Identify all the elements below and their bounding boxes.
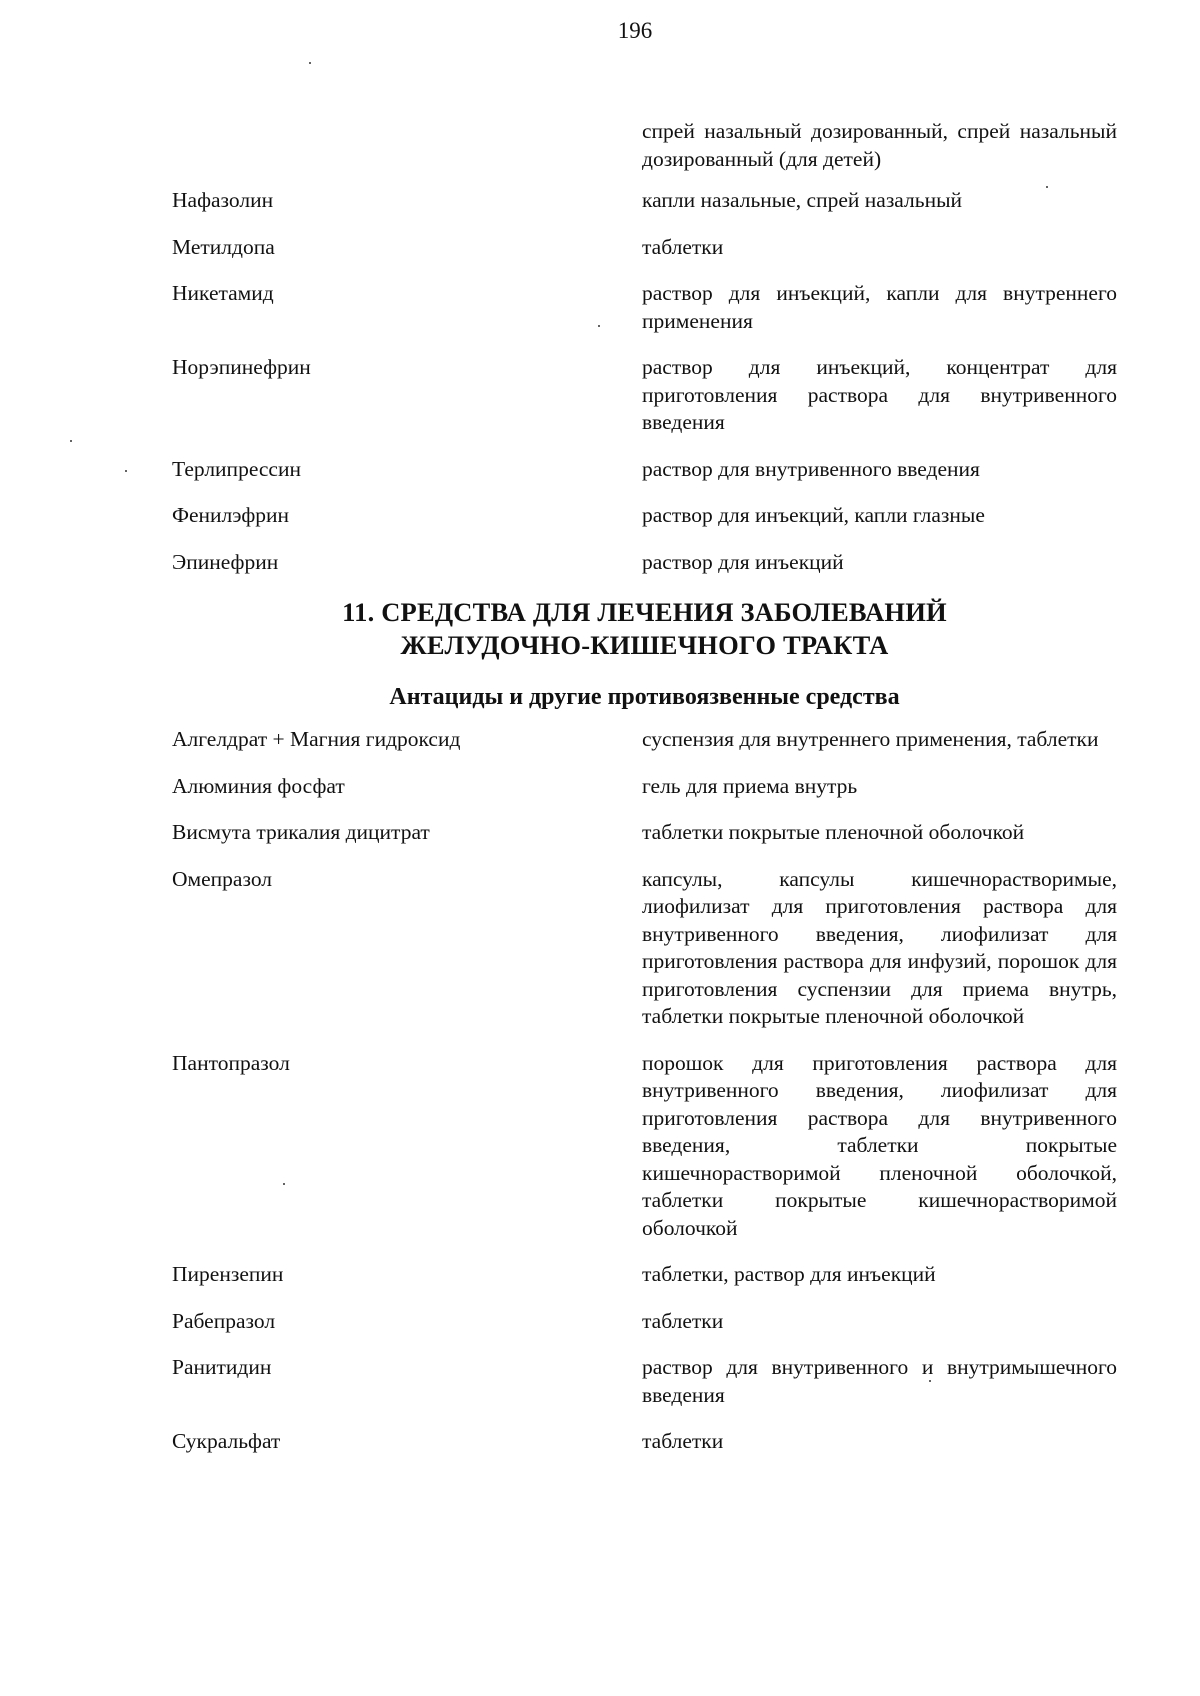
dosage-form: раствор для внутривенного и внутримышечного введения <box>642 1355 1117 1407</box>
table-row <box>172 549 1117 577</box>
drug-name: Ранитидин <box>172 1355 272 1379</box>
drug-name: Висмута трикалия дицитрат <box>172 820 430 844</box>
drug-name: Омепразол <box>172 866 273 891</box>
drug-name: Фенилэфрин <box>172 503 290 527</box>
drug-list-top <box>172 118 1117 576</box>
table-row <box>172 234 1117 262</box>
table-row <box>172 280 1117 335</box>
scan-speck <box>125 470 127 472</box>
scan-speck <box>1046 186 1048 188</box>
drug-name: Пантопразол <box>172 1050 290 1075</box>
dosage-form: раствор для инъекций, концентрат для приготовления раствора для внутривенного введения <box>642 355 1117 434</box>
scan-speck <box>598 325 600 327</box>
drug-name: Сукральфат <box>172 1429 281 1453</box>
page-number: 196 <box>617 18 653 43</box>
drug-name: Метилдопа <box>172 234 275 259</box>
table-row <box>172 1308 1117 1336</box>
drug-name: Норэпинефрин <box>172 355 311 379</box>
scan-speck <box>929 1380 931 1382</box>
table-row <box>172 1428 1117 1456</box>
table-row <box>172 456 1117 484</box>
table-row <box>172 502 1117 530</box>
dosage-form: таблетки, раствор для инъекций <box>642 1262 936 1286</box>
table-row <box>172 187 1117 215</box>
drug-name: Пирензепин <box>172 1262 284 1286</box>
dosage-form: таблетки покрытые пленочной оболочкой <box>642 820 1025 844</box>
table-row <box>172 726 1117 754</box>
drug-name: Терлипрессин <box>172 456 301 481</box>
dosage-form: таблетки <box>642 234 724 259</box>
scan-speck <box>309 62 311 64</box>
scan-speck <box>283 1183 285 1185</box>
dosage-form: гель для приема внутрь <box>642 773 858 798</box>
drug-name <box>172 118 642 173</box>
dosage-form: капли назальные, спрей назальный <box>642 188 963 212</box>
drug-name: Рабепразол <box>172 1308 276 1333</box>
table-row <box>172 773 1117 801</box>
dosage-form: раствор для инъекций, капли для внутреннего применения <box>642 281 1117 333</box>
table-row <box>172 819 1117 847</box>
drug-name: Алюминия фосфат <box>172 773 345 798</box>
dosage-form: раствор для инъекций, капли глазные <box>642 503 985 527</box>
dosage-form: таблетки <box>642 1308 724 1333</box>
table-row <box>172 1354 1117 1409</box>
document-body <box>172 118 1117 1475</box>
dosage-form: спрей назальный дозированный, спрей назальный дозированный (для детей) <box>642 119 1117 171</box>
dosage-form: таблетки <box>642 1429 724 1453</box>
scan-speck <box>70 440 72 442</box>
dosage-form: суспензия для внутреннего применения, таблетки <box>642 727 1099 751</box>
drug-name: Алгелдрат + Магния гидроксид <box>172 727 461 751</box>
dosage-form: раствор для инъекций <box>642 549 844 574</box>
section-title-line: 11. СРЕДСТВА ДЛЯ ЛЕЧЕНИЯ ЗАБОЛЕВАНИЙ <box>342 597 947 627</box>
table-row <box>172 1261 1117 1289</box>
drug-list-bottom <box>172 726 1117 1456</box>
table-row <box>172 354 1117 437</box>
table-row <box>172 1050 1117 1243</box>
section-title-line: ЖЕЛУДОЧНО-КИШЕЧНОГО ТРАКТА <box>400 630 889 660</box>
drug-name: Никетамид <box>172 281 274 305</box>
section-title <box>172 596 1117 662</box>
dosage-form: порошок для приготовления раствора для внутривенного введения, лиофилизат для приготовления раствора для внутривенного введения, таблетки покрытые кишечнорастворимой пленочной оболочкой, таблетки покрытые кишечнорастворимой оболочкой <box>642 1050 1117 1240</box>
table-row <box>172 866 1117 1031</box>
dosage-form: раствор для внутривенного введения <box>642 456 980 481</box>
drug-name: Нафазолин <box>172 188 274 212</box>
drug-name: Эпинефрин <box>172 549 279 574</box>
dosage-form: капсулы, капсулы кишечнорастворимые, лиофилизат для приготовления раствора для внутривенного введения, лиофилизат для приготовления раствора для инфузий, порошок для приготовления суспензии для приема внутрь, таблетки покрытые пленочной оболочкой <box>642 866 1117 1028</box>
table-row <box>172 118 1117 173</box>
subsection-title: Антациды и другие противоязвенные средства <box>389 684 900 710</box>
